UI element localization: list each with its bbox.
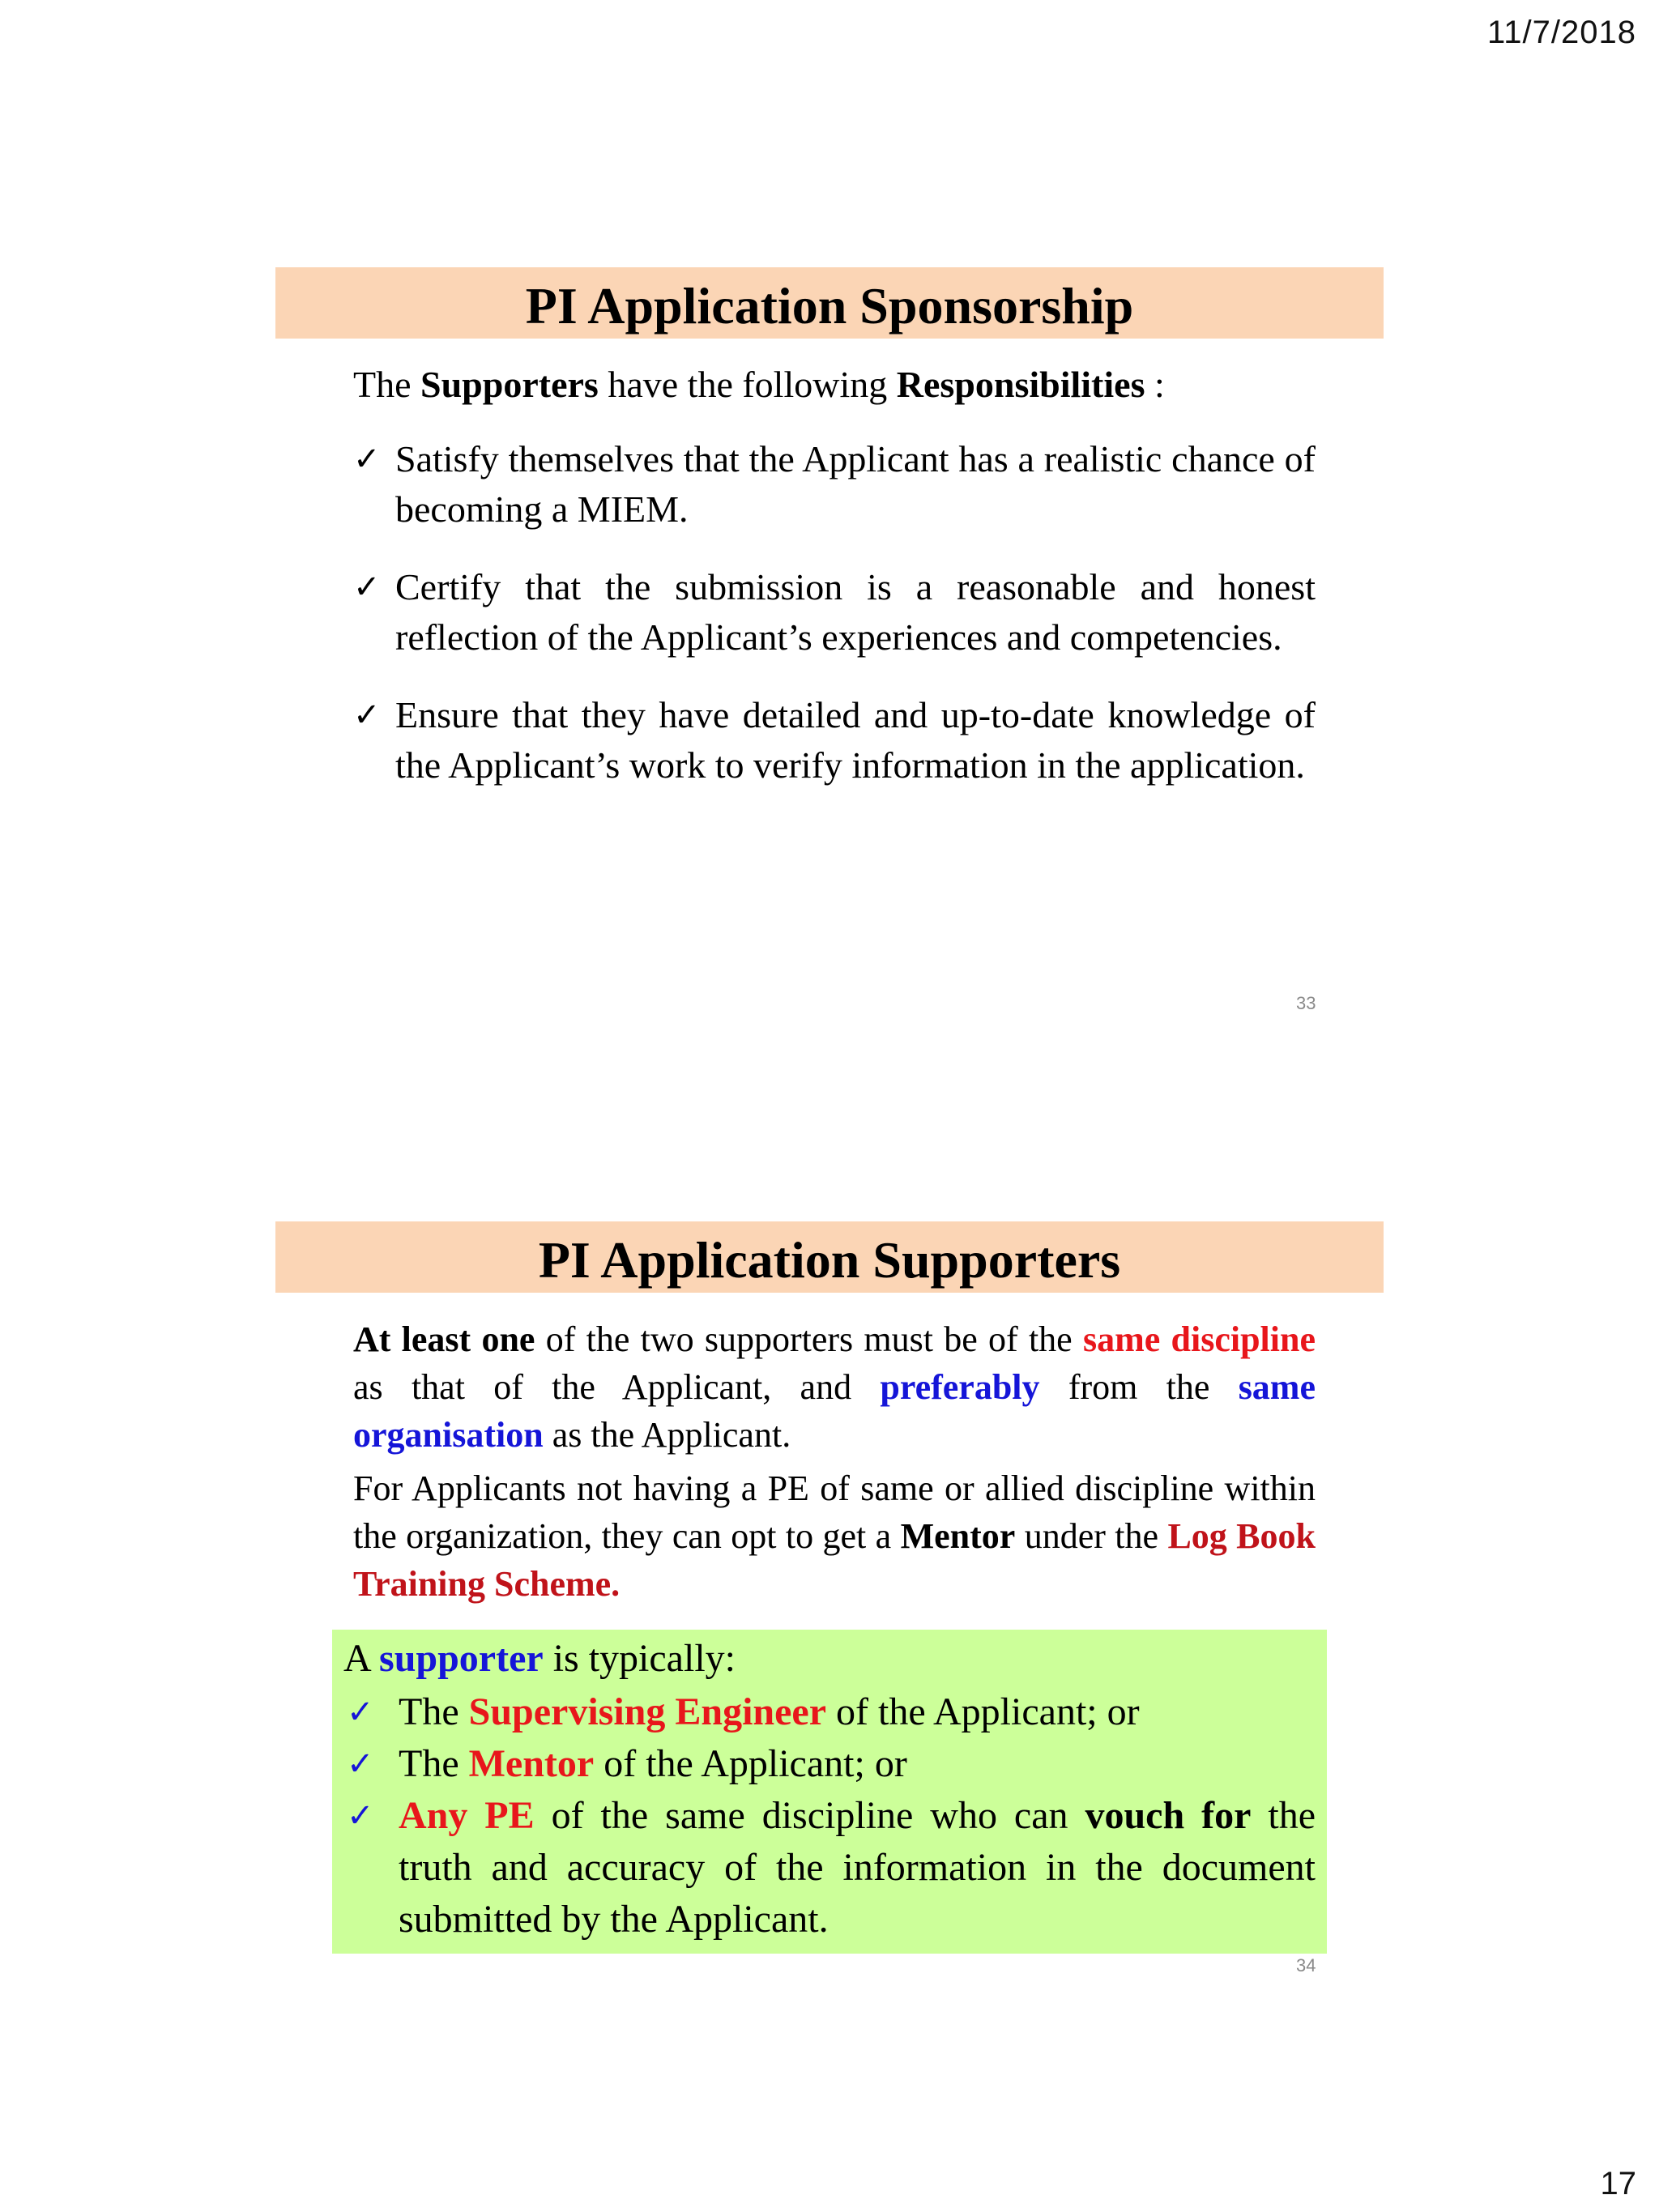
responsibilities-bold: Responsibilities xyxy=(896,364,1145,405)
list-item-text: Certify that the submission is a reasonable and honest reflection of the Applicant’s experiences and competencies. xyxy=(395,566,1316,658)
responsibilities-intro xyxy=(353,363,1165,406)
slide-title-text: PI Application Sponsorship xyxy=(525,277,1134,335)
page-number: 17 xyxy=(1600,2166,1636,2201)
supporter-requirement-paragraph xyxy=(353,1315,1316,1459)
slide-title-supporters xyxy=(275,1221,1384,1293)
paragraph-text: as the Applicant. xyxy=(543,1415,791,1455)
preferably-highlight: preferably xyxy=(880,1367,1040,1407)
responsibilities-list xyxy=(353,434,1316,818)
list-item xyxy=(353,690,1316,791)
list-item-text: of the same discipline who can xyxy=(534,1794,1085,1837)
list-item xyxy=(353,434,1316,535)
paragraph-text: of the two supporters must be of the xyxy=(535,1319,1083,1359)
paragraph-text: as that of the Applicant, and xyxy=(353,1367,881,1407)
mentor-highlight: Mentor xyxy=(468,1742,595,1785)
paragraph-text: For Applicants not having a PE of same or allied discipline within the organization, they can opt to get a xyxy=(353,1468,1316,1556)
list-item-text: the truth and accuracy of the information in the document submitted by the Applicant. xyxy=(399,1794,1316,1941)
intro-text: have the following xyxy=(598,364,897,405)
check-icon: ✓ xyxy=(347,1694,374,1731)
check-icon: ✓ xyxy=(347,1745,374,1783)
slide-number: 34 xyxy=(1296,1955,1316,1975)
list-item-text: of the Applicant; or xyxy=(594,1742,907,1785)
intro-text: The xyxy=(353,364,421,405)
intro-text: : xyxy=(1145,364,1165,405)
check-icon: ✓ xyxy=(353,441,381,478)
at-least-one-bold: At least one xyxy=(353,1319,535,1359)
list-item-text: The xyxy=(399,1742,469,1785)
check-icon: ✓ xyxy=(353,569,381,606)
same-organisation-highlight: same organisation xyxy=(353,1367,1316,1455)
any-pe-highlight: Any PE xyxy=(399,1794,535,1837)
supervising-engineer-highlight: Supervising Engineer xyxy=(468,1690,827,1733)
list-item xyxy=(343,1790,1316,1946)
document-date: 11/7/2018 xyxy=(1487,15,1636,50)
slide-title-sponsorship xyxy=(275,267,1384,339)
mentor-bold: Mentor xyxy=(900,1516,1016,1556)
mentor-option-paragraph xyxy=(353,1464,1316,1608)
slide-title-text: PI Application Supporters xyxy=(538,1231,1121,1289)
callout-text: A xyxy=(343,1637,380,1680)
list-item-text: of the Applicant; or xyxy=(826,1690,1140,1733)
list-item-text: Satisfy themselves that the Applicant has a realistic chance of becoming a MIEM. xyxy=(395,438,1316,530)
same-discipline-highlight: same discipline xyxy=(1082,1319,1316,1359)
slide-number: 33 xyxy=(1296,993,1316,1013)
paragraph-text: under the xyxy=(1015,1516,1168,1556)
callout-text: is typically: xyxy=(543,1637,736,1680)
supporter-callout-heading xyxy=(343,1636,736,1681)
list-item-text: The xyxy=(399,1690,469,1733)
list-item xyxy=(343,1738,1316,1790)
paragraph-text: from the xyxy=(1039,1367,1239,1407)
supporter-types-list xyxy=(343,1686,1316,1946)
supporters-bold: Supporters xyxy=(420,364,599,405)
list-item xyxy=(353,562,1316,663)
vouch-for-bold: vouch for xyxy=(1085,1794,1252,1837)
check-icon: ✓ xyxy=(347,1797,374,1835)
list-item xyxy=(343,1686,1316,1738)
supporter-highlight: supporter xyxy=(379,1637,544,1680)
list-item-text: Ensure that they have detailed and up-to-date knowledge of the Applicant’s work to verify information in the application. xyxy=(395,694,1316,786)
check-icon: ✓ xyxy=(353,697,381,734)
log-book-scheme-highlight: Log Book Training Scheme. xyxy=(353,1516,1316,1604)
